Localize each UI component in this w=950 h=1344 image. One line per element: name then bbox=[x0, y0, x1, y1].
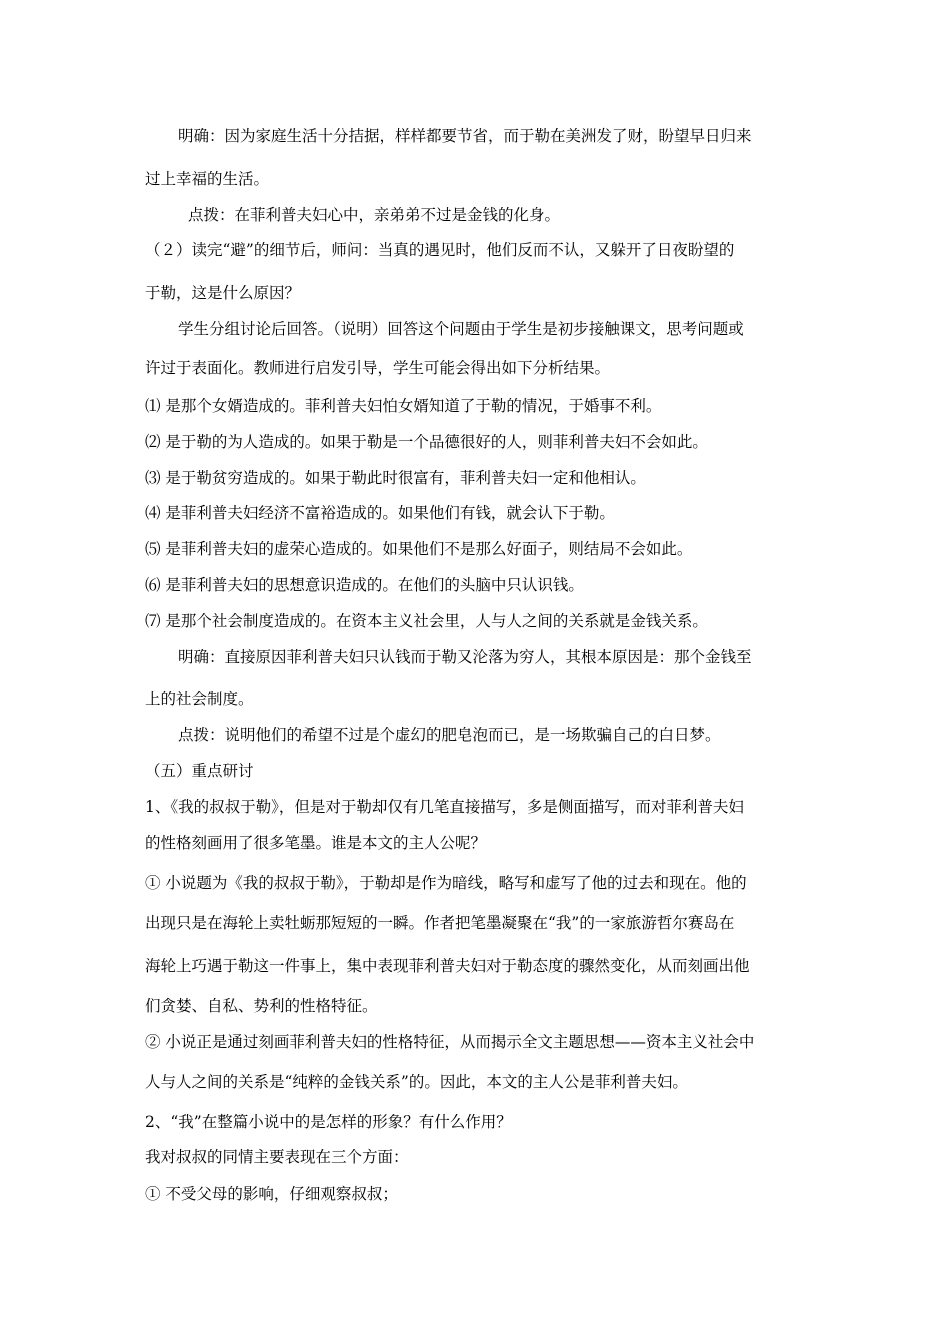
list-item: ① 不受父母的影响，仔细观察叔叔； bbox=[145, 1185, 398, 1203]
list-item: ⑵ 是于勒的为人造成的。如果于勒是一个品德很好的人，则菲利普夫妇不会如此。 bbox=[145, 433, 708, 451]
list-item: ⑹ 是菲利普夫妇的思想意识造成的。在他们的头脑中只认识钱。 bbox=[145, 576, 584, 594]
paragraph-line: 我对叔叔的同情主要表现在三个方面： bbox=[145, 1148, 409, 1166]
section-heading: 2、“我”在整篇小说中的是怎样的形象？有什么作用？ bbox=[145, 1113, 512, 1131]
paragraph-line: 许过于表面化。教师进行启发引导，学生可能会得出如下分析结果。 bbox=[145, 359, 611, 377]
paragraph-line: 学生分组讨论后回答。（说明）回答这个问题由于学生是初步接触课文，思考问题或 bbox=[178, 320, 744, 338]
paragraph-line: 们贪婪、自私、势利的性格特征。 bbox=[145, 997, 378, 1015]
paragraph-line: （２）读完“避”的细节后，师问：当真的遇见时，他们反而不认，又躲开了日夜盼望的 bbox=[145, 241, 735, 259]
paragraph-line: 的性格刻画用了很多笔墨。谁是本文的主人公呢？ bbox=[145, 834, 487, 852]
list-item: ⑺ 是那个社会制度造成的。在资本主义社会里，人与人之间的关系就是金钱关系。 bbox=[145, 612, 708, 630]
paragraph-line: 出现只是在海轮上卖牡蛎那短短的一瞬。作者把笔墨凝聚在“我”的一家旅游哲尔赛岛在 bbox=[145, 914, 735, 932]
paragraph-line: ② 小说正是通过刻画菲利普夫妇的性格特征，从而揭示全文主题思想——资本主义社会中 bbox=[145, 1033, 755, 1051]
paragraph-line: 海轮上巧遇于勒这一件事上，集中表现菲利普夫妇对于勒态度的骤然变化，从而刻画出他 bbox=[145, 957, 750, 975]
list-item: ⑶ 是于勒贫穷造成的。如果于勒此时很富有，菲利普夫妇一定和他相认。 bbox=[145, 469, 646, 487]
paragraph-line: 点拨：在菲利普夫妇心中，亲弟弟不过是金钱的化身。 bbox=[188, 206, 561, 224]
paragraph-line: 明确：因为家庭生活十分拮据，样样都要节省，而于勒在美洲发了财，盼望早日归来 bbox=[178, 127, 752, 145]
paragraph-line: 过上幸福的生活。 bbox=[145, 170, 270, 188]
paragraph-line: 上的社会制度。 bbox=[145, 690, 254, 708]
section-heading: （五）重点研讨 bbox=[145, 762, 254, 780]
paragraph-line: 于勒，这是什么原因？ bbox=[145, 284, 301, 302]
paragraph-line: 点拨：说明他们的希望不过是个虚幻的肥皂泡而已，是一场欺骗自己的白日梦。 bbox=[178, 726, 721, 744]
paragraph-line: ① 小说题为《我的叔叔于勒》，于勒却是作为暗线，略写和虚写了他的过去和现在。他的 bbox=[145, 874, 747, 892]
list-item: ⑷ 是菲利普夫妇经济不富裕造成的。如果他们有钱，就会认下于勒。 bbox=[145, 504, 615, 522]
paragraph-line: 1、《我的叔叔于勒》，但是对于勒却仅有几笔直接描写，多是侧面描写，而对菲利普夫妇 bbox=[145, 798, 744, 816]
paragraph-line: 明确：直接原因菲利普夫妇只认钱而于勒又沦落为穷人，其根本原因是：那个金钱至 bbox=[178, 648, 752, 666]
paragraph-line: 人与人之间的关系是“纯粹的金钱关系”的。因此，本文的主人公是菲利普夫妇。 bbox=[145, 1073, 688, 1091]
list-item: ⑴ 是那个女婿造成的。菲利普夫妇怕女婿知道了于勒的情况，于婚事不利。 bbox=[145, 397, 662, 415]
list-item: ⑸ 是菲利普夫妇的虚荣心造成的。如果他们不是那么好面子，则结局不会如此。 bbox=[145, 540, 693, 558]
